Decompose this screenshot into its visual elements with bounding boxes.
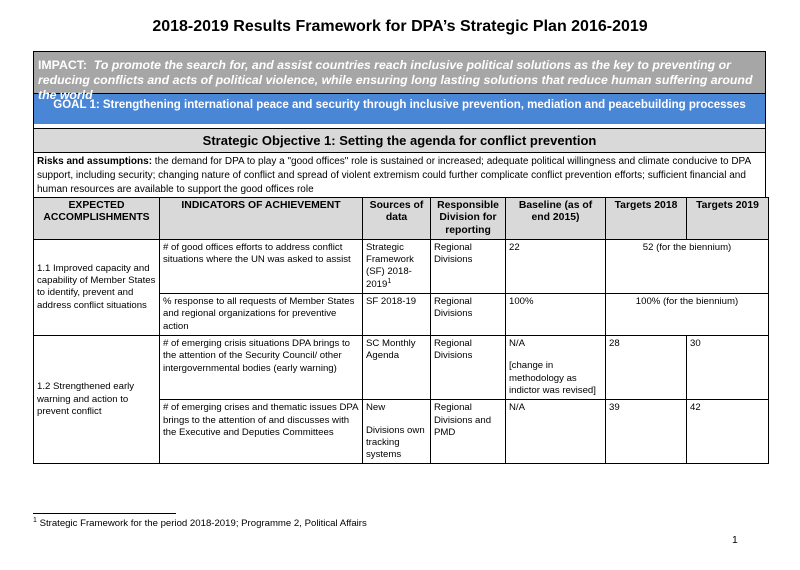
target-biennium-cell: 100% (for the biennium)	[606, 294, 769, 336]
results-framework	[33, 51, 766, 464]
risks-and-assumptions	[33, 152, 766, 197]
header-responsible: Responsible Division for reporting	[431, 198, 506, 240]
header-targets-2019: Targets 2019	[687, 198, 769, 240]
target-2018-cell: 39	[606, 400, 687, 464]
baseline-cell: 22	[506, 239, 606, 293]
header-sources: Sources of data	[363, 198, 431, 240]
impact-banner	[33, 51, 766, 102]
impact-text: To promote the search for, and assist countries reach inclusive political solutions as the key to preventing or reducing conflicts and acts of political violence, while ensuring long lasting solutions that reduce human suffering around the world	[38, 58, 753, 102]
source-cell: SF 2018-19	[363, 294, 431, 336]
header-baseline: Baseline (as of end 2015)	[506, 198, 606, 240]
risks-text: the demand for DPA to play a "good offices" role is sustained or increased; adequate political willingness and climate conducive to DPA support, including security; changing nature of conflict and spread of violent extremism could further complicate conflict prevention efforts; sufficient financial and human resources are available to support the good offices role	[37, 156, 751, 195]
responsible-cell: Regional Divisions and PMD	[431, 400, 506, 464]
impact-label: IMPACT:	[38, 58, 87, 72]
footnote-divider	[33, 513, 176, 514]
target-2018-cell: 28	[606, 336, 687, 400]
strategic-objective: Strategic Objective 1: Setting the agenda for conflict prevention	[33, 128, 766, 152]
baseline-cell: N/A [change in methodology as indictor was revised]	[506, 336, 606, 400]
baseline-cell: 100%	[506, 294, 606, 336]
header-targets-2018: Targets 2018	[606, 198, 687, 240]
table-row	[34, 239, 769, 293]
footnote-ref: 1	[387, 277, 392, 285]
source-cell: Strategic Framework (SF) 2018-2019$^1$	[363, 239, 431, 293]
goal-banner: GOAL 1: Strengthening international peace and security through inclusive prevention, mediation and peacebuilding processes	[33, 93, 766, 124]
header-accomplishments: EXPECTED ACCOMPLISHMENTS	[34, 198, 160, 240]
accomplishment-1-2: 1.2 Strengthened early warning and action to prevent conflict	[34, 336, 160, 464]
accomplishment-1-1: 1.1 Improved capacity and capability of Member States to identify, prevent and address conflict situations	[34, 239, 160, 335]
responsible-cell: Regional Divisions	[431, 294, 506, 336]
footnote-text: Strategic Framework for the period 2018-2019; Programme 2, Political Affairs	[36, 518, 367, 529]
header-row	[34, 198, 769, 240]
footnote-marker: 1	[33, 516, 37, 524]
footnote	[33, 518, 367, 529]
table-row	[34, 336, 769, 400]
target-biennium-cell: 52 (for the biennium)	[606, 239, 769, 293]
source-extra: Divisions own tracking systems	[366, 424, 425, 461]
header-indicators: INDICATORS OF ACHIEVEMENT	[160, 198, 363, 240]
indicator-cell: # of emerging crisis situations DPA brings to the attention of the Security Council/ other intergovernmental bodies (early warning)	[160, 336, 363, 400]
indicator-cell: # of good offices efforts to address conflict situations where the UN was asked to assist	[160, 239, 363, 293]
target-2019-cell: 30	[687, 336, 769, 400]
indicator-cell: # of emerging crises and thematic issues DPA brings to the attention of and discusses with the Executive and Deputies Committees	[160, 400, 363, 464]
source-cell: SC Monthly Agenda	[363, 336, 431, 400]
risks-label: Risks and assumptions:	[37, 156, 153, 167]
page-number: 1	[732, 535, 738, 546]
indicator-cell: % response to all requests of Member States and regional organizations for preventive action	[160, 294, 363, 336]
baseline-note: [change in methodology as indictor was revised]	[509, 360, 596, 396]
baseline-cell: N/A	[506, 400, 606, 464]
responsible-cell: Regional Divisions	[431, 239, 506, 293]
responsible-cell: Regional Divisions	[431, 336, 506, 400]
source-cell: New Divisions own tracking systems	[363, 400, 431, 464]
document-title: 2018-2019 Results Framework for DPA’s Strategic Plan 2016-2019	[152, 18, 648, 35]
target-2019-cell: 42	[687, 400, 769, 464]
results-table	[33, 197, 769, 464]
